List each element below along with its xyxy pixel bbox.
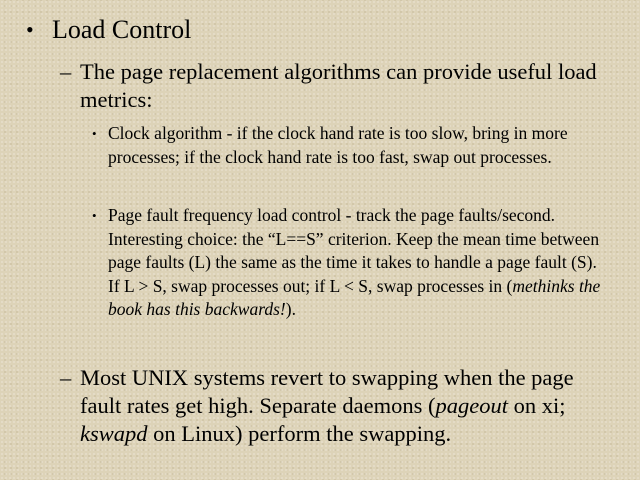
bullet-text-part: on xi; [508, 393, 566, 418]
sub-bullet-clock-algorithm [92, 122, 602, 169]
dash-marker: – [60, 365, 72, 390]
sub-bullet-marker: • [92, 208, 97, 223]
dash-marker: – [60, 59, 72, 84]
sub-bullet-page-fault-frequency [92, 204, 602, 322]
heading-row [26, 14, 191, 46]
daemon-name-pageout: pageout [435, 393, 508, 418]
sub-bullet-italic-remark: methinks the book has this backwards! [108, 275, 601, 319]
sub-bullet-text-end: ). [285, 299, 296, 319]
sub-bullet-text: Clock algorithm - if the clock hand rate is too slow, bring in more processes; if the clock hand rate is too fast, swap out processes. [108, 123, 568, 167]
sub-bullet-marker: • [92, 126, 97, 141]
bullet-unix-swapping [60, 364, 620, 448]
heading-bullet: • [26, 17, 34, 42]
sub-bullet-text [92, 204, 602, 322]
bullet-text: The page replacement algorithms can provide useful load metrics: [80, 59, 597, 112]
bullet-page-replacement [60, 58, 620, 114]
bullet-text-part: on Linux) perform the swapping. [147, 421, 452, 446]
sub-bullet-text-part: Page fault frequency load control - track the page faults/second. Interesting choice: the “L==S” criterion. Keep the mean time between page faults (L) the same as the time it takes to handle a page fault (S). If L > S, swap processes out; if L < S, swap processes in ( [108, 205, 600, 296]
bullet-text [60, 364, 620, 448]
daemon-name-kswapd: kswapd [80, 421, 148, 446]
bullet-text-part: Most UNIX systems revert to swapping when the page fault rates get high. Separate daemons ( [80, 365, 574, 418]
slide-heading: Load Control [52, 15, 192, 44]
